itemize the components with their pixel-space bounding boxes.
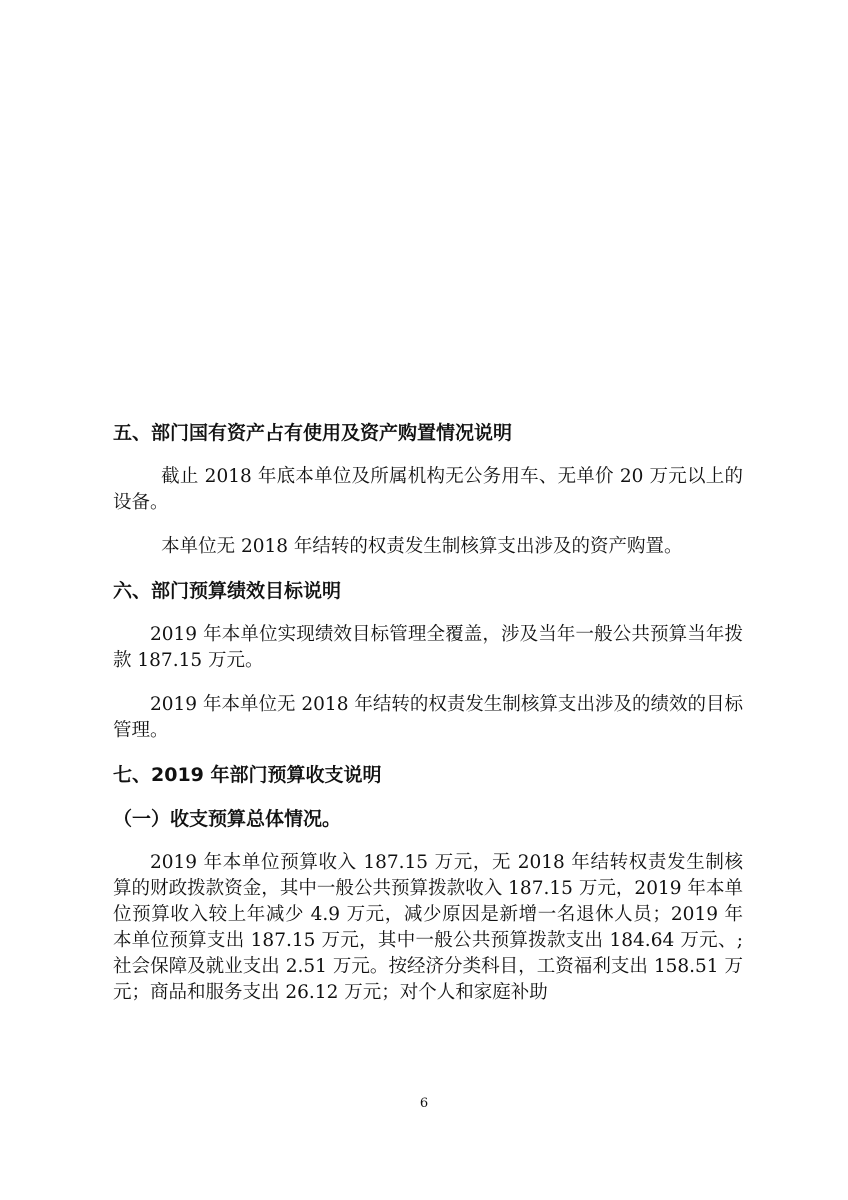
section-6-paragraph-2: 2019 年本单位无 2018 年结转的权责发生制核算支出涉及的绩效的目标管理。 xyxy=(113,694,743,741)
section-5-paragraph-1: 截止 2018 年底本单位及所属机构无公务用车、无单价 20 万元以上的设备。 xyxy=(113,466,743,513)
page-number: 6 xyxy=(419,1096,429,1111)
section-6-paragraph-1: 2019 年本单位实现绩效目标管理全覆盖，涉及当年一般公共预算当年拨款 187.15 万元。 xyxy=(113,624,743,671)
page-content xyxy=(113,420,743,1006)
section-7-heading: 七、2019 年部门预算收支说明 xyxy=(113,764,382,786)
section-7-paragraph-1: 2019 年本单位预算收入 187.15 万元，无 2018 年结转权责发生制核算的财政拨款资金，其中一般公共预算拨款收入 187.15 万元，2019 年本单位预算收入较上年减少 4.9 万元，减少原因是新增一名退休人员；2019 年本单位预算支出 187.15 万元，其中一般公共预算拨款支出 184.64 万元、;社会保障及就业支出 2.51 万元。按经济分类科目，工资福利支出 158.51 万元；商品和服务支出 26.12 万元；对个人和家庭补助 xyxy=(113,852,743,1003)
section-7-subheading-1: （一）收支预算总体情况。 xyxy=(113,808,342,830)
section-6-heading: 六、部门预算绩效目标说明 xyxy=(113,580,342,602)
section-5-paragraph-2: 本单位无 2018 年结转的权责发生制核算支出涉及的资产购置。 xyxy=(161,536,683,557)
section-5-heading: 五、部门国有资产占有使用及资产购置情况说明 xyxy=(113,422,513,444)
